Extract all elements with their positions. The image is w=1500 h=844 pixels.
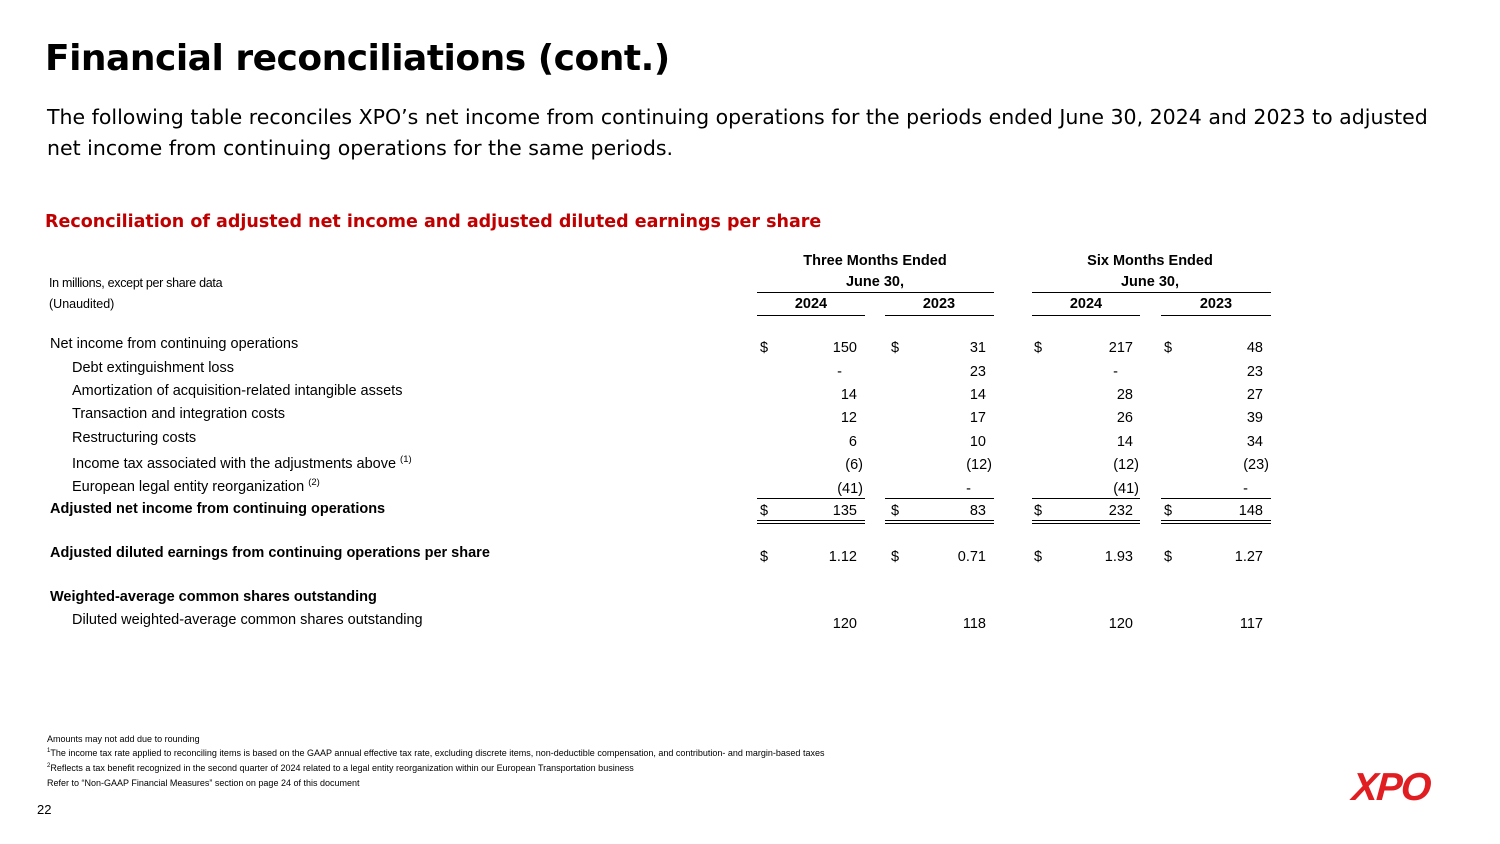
value-cell: (23) xyxy=(1243,457,1269,473)
value-cell: 217 xyxy=(1108,340,1133,356)
currency-symbol: $ xyxy=(1164,549,1173,565)
value-cell: 14 xyxy=(1116,434,1133,450)
currency-symbol: $ xyxy=(1034,503,1043,519)
row-heading: Weighted-average common shares outstanding xyxy=(50,589,377,605)
subtotal-rule xyxy=(885,498,994,499)
value-cell: 26 xyxy=(1116,410,1133,426)
value-cell: 10 xyxy=(969,434,986,450)
year-rule xyxy=(885,315,994,316)
year-header: 2024 xyxy=(1069,296,1103,312)
year-rule xyxy=(1161,315,1271,316)
value-cell: - xyxy=(1113,364,1118,380)
section-title: Reconciliation of adjusted net income and adjusted diluted earnings per share xyxy=(45,212,822,232)
row-label: Adjusted diluted earnings from continuing operations per share xyxy=(50,545,490,561)
value-cell: 14 xyxy=(840,387,857,403)
currency-symbol: $ xyxy=(1164,340,1173,356)
currency-symbol: $ xyxy=(1164,503,1173,519)
value-cell: 27 xyxy=(1246,387,1263,403)
group-rule xyxy=(1032,292,1271,293)
group-three-months-line1: Three Months Ended xyxy=(803,253,947,269)
value-cell: 118 xyxy=(962,616,986,632)
row-label: Diluted weighted-average common shares outstanding xyxy=(72,612,423,628)
value-cell: 31 xyxy=(969,340,986,356)
footnote-marker: (2) xyxy=(308,477,320,488)
value-cell: 0.71 xyxy=(957,549,986,565)
footnote-2: $^2$Reflects a tax benefit recognized in the second quarter of 2024 related to a legal entity reorganization within our European Transportation business xyxy=(47,763,634,773)
row-label: European legal entity reorganization $^{(2)}$ xyxy=(72,477,320,495)
total-double-rule xyxy=(1032,520,1140,524)
value-cell: 14 xyxy=(969,387,986,403)
footnote-marker: (1) xyxy=(400,454,412,465)
value-cell: 148 xyxy=(1238,503,1263,519)
year-header: 2023 xyxy=(922,296,956,312)
value-cell: 1.12 xyxy=(828,549,857,565)
year-rule xyxy=(1032,315,1140,316)
currency-symbol: $ xyxy=(760,503,769,519)
value-cell: 135 xyxy=(832,503,857,519)
row-label: Restructuring costs xyxy=(72,430,197,446)
footnote-rounding: Amounts may not add due to rounding xyxy=(47,734,200,744)
value-cell: 117 xyxy=(1239,616,1263,632)
value-cell: 120 xyxy=(832,616,857,632)
footnote-1: $^1$The income tax rate applied to reconciling items is based on the GAAP annual effective tax rate, excluding discrete items, non-deductible compensation, and contribution- and margin-based taxes xyxy=(47,748,825,758)
value-cell: 1.27 xyxy=(1234,549,1263,565)
total-double-rule xyxy=(757,520,865,524)
subtotal-rule xyxy=(1032,498,1140,499)
value-cell: 232 xyxy=(1108,503,1133,519)
group-rule xyxy=(757,292,994,293)
value-cell: (6) xyxy=(845,457,863,473)
value-cell: 28 xyxy=(1116,387,1133,403)
value-cell: 23 xyxy=(969,364,986,380)
value-cell: 48 xyxy=(1246,340,1263,356)
value-cell: (41) xyxy=(1113,481,1139,497)
value-cell: - xyxy=(837,364,842,380)
value-cell: 12 xyxy=(840,410,857,426)
row-label: Amortization of acquisition-related intangible assets xyxy=(72,383,403,399)
currency-symbol: $ xyxy=(891,549,900,565)
value-cell: 39 xyxy=(1246,410,1263,426)
unaudited-label: (Unaudited) xyxy=(49,297,115,311)
currency-symbol: $ xyxy=(1034,549,1043,565)
total-double-rule xyxy=(1161,520,1271,524)
value-cell: (12) xyxy=(1113,457,1139,473)
row-label: Transaction and integration costs xyxy=(72,406,286,422)
value-cell: 34 xyxy=(1246,434,1263,450)
units-label: In millions, except per share data xyxy=(49,276,223,290)
value-cell: - xyxy=(1243,481,1248,497)
subtotal-rule xyxy=(1161,498,1271,499)
row-label: Adjusted net income from continuing operations xyxy=(50,501,386,517)
value-cell: 150 xyxy=(832,340,857,356)
group-six-months-line1: Six Months Ended xyxy=(1087,253,1213,269)
page-number: 22 xyxy=(37,802,52,817)
value-cell: (12) xyxy=(966,457,992,473)
group-six-months-line2: June 30, xyxy=(1120,274,1180,290)
year-header: 2024 xyxy=(794,296,828,312)
value-cell: 23 xyxy=(1246,364,1263,380)
subtotal-rule xyxy=(757,498,865,499)
value-cell: 120 xyxy=(1108,616,1133,632)
value-cell: 6 xyxy=(848,434,857,450)
value-cell: 1.93 xyxy=(1104,549,1133,565)
value-cell: 17 xyxy=(969,410,986,426)
group-three-months-line2: June 30, xyxy=(845,274,905,290)
value-cell: 83 xyxy=(969,503,986,519)
xpo-logo: XPO xyxy=(1350,766,1432,809)
currency-symbol: $ xyxy=(891,503,900,519)
page-title: Financial reconciliations (cont.) xyxy=(45,38,670,79)
currency-symbol: $ xyxy=(760,340,769,356)
row-label: Income tax associated with the adjustments above $^{(1)}$ xyxy=(72,454,412,472)
intro-paragraph: The following table reconciles XPO’s net income from continuing operations for the periods ended June 30, 2024 and 2023 to adjusted net income from continuing operations for the same periods. xyxy=(47,105,1428,160)
value-cell: - xyxy=(966,481,971,497)
currency-symbol: $ xyxy=(1034,340,1043,356)
year-rule xyxy=(757,315,865,316)
currency-symbol: $ xyxy=(891,340,900,356)
year-header: 2023 xyxy=(1199,296,1233,312)
row-label: Net income from continuing operations xyxy=(50,336,299,352)
currency-symbol: $ xyxy=(760,549,769,565)
footnote-reference: Refer to “Non-GAAP Financial Measures” section on page 24 of this document xyxy=(47,778,360,788)
row-label: Debt extinguishment loss xyxy=(72,360,234,376)
total-double-rule xyxy=(885,520,994,524)
value-cell: (41) xyxy=(837,481,863,497)
